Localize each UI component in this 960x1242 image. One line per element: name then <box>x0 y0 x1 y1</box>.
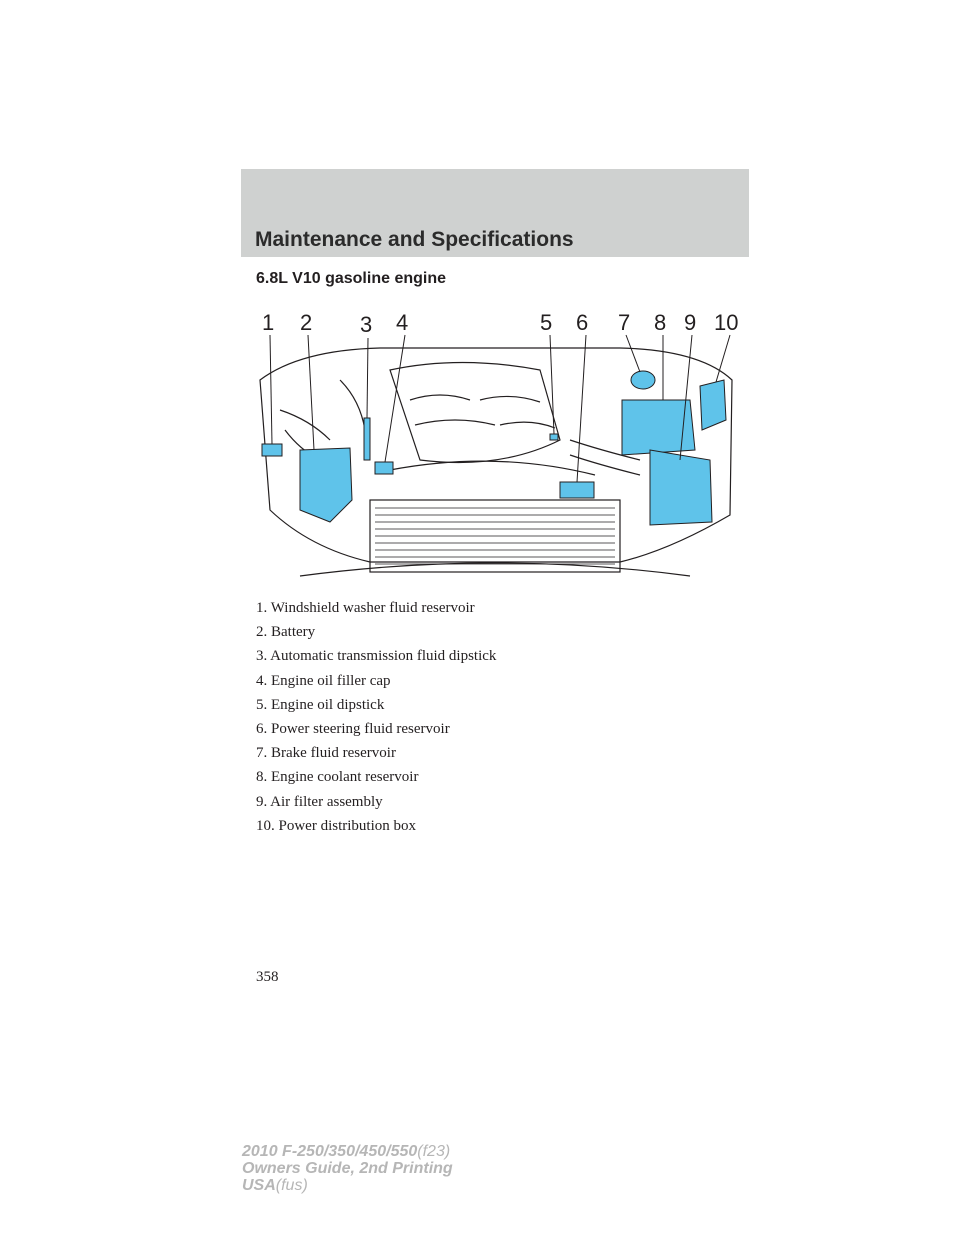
section-header-band <box>241 169 749 257</box>
engine-compartment-figure <box>240 300 750 584</box>
washer-reservoir-cap <box>262 444 282 456</box>
footer-model: 2010 F-250/350/450/550 <box>242 1143 418 1160</box>
list-item: 1. Windshield washer fluid reservoir <box>256 600 475 616</box>
power-distribution-box-shape <box>700 380 726 430</box>
footer-model-code: (f23) <box>417 1143 451 1160</box>
section-title: 6.8L V10 gasoline engine <box>256 270 446 287</box>
list-item: 3. Automatic transmission fluid dipstick <box>256 648 497 665</box>
engine-compartment-illustration <box>240 300 750 584</box>
power-steering-reservoir-shape <box>560 482 594 498</box>
callout-9: 9 <box>684 310 697 335</box>
list-item: 9. Air filter assembly <box>256 793 383 810</box>
callout-7: 7 <box>618 310 631 335</box>
trans-dipstick-shape <box>364 418 370 460</box>
footer-line-2: Owners Guide, 2nd Printing <box>242 1160 453 1177</box>
list-item: 5. Engine oil dipstick <box>256 696 385 713</box>
callout-2: 2 <box>300 310 313 335</box>
list-item: 7. Brake fluid reservoir <box>256 745 396 762</box>
callout-5: 5 <box>540 310 553 335</box>
list-item: 2. Battery <box>256 624 316 641</box>
footer-print-info <box>242 1143 453 1194</box>
list-item: 4. Engine oil filler cap <box>256 672 391 689</box>
battery-shape <box>300 448 352 522</box>
bumper-line <box>300 563 690 576</box>
callout-8: 8 <box>654 310 667 335</box>
callout-4: 4 <box>396 310 409 335</box>
chapter-title: Maintenance and Specifications <box>255 228 574 251</box>
oil-filler-cap-shape <box>375 462 393 474</box>
footer-line-3 <box>242 1177 453 1194</box>
footer-line-1 <box>242 1143 453 1160</box>
parts-list <box>256 596 496 838</box>
list-item: 10. Power distribution box <box>256 817 416 834</box>
callout-1: 1 <box>262 310 275 335</box>
brake-reservoir-shape <box>631 371 655 389</box>
coolant-reservoir-shape <box>622 400 695 455</box>
callout-3: 3 <box>360 312 373 337</box>
list-item: 8. Engine coolant reservoir <box>256 769 419 786</box>
list-item: 6. Power steering fluid reservoir <box>256 721 450 738</box>
callout-6: 6 <box>576 310 589 335</box>
footer-market-code: (fus) <box>275 1177 308 1194</box>
oil-dipstick-shape <box>550 434 558 440</box>
intake-manifold <box>390 363 560 463</box>
air-filter-shape <box>650 450 712 525</box>
callout-10: 10 <box>714 310 739 335</box>
fan-shroud-line <box>390 461 595 475</box>
footer-market: USA <box>242 1177 276 1194</box>
page-number: 358 <box>256 969 279 985</box>
